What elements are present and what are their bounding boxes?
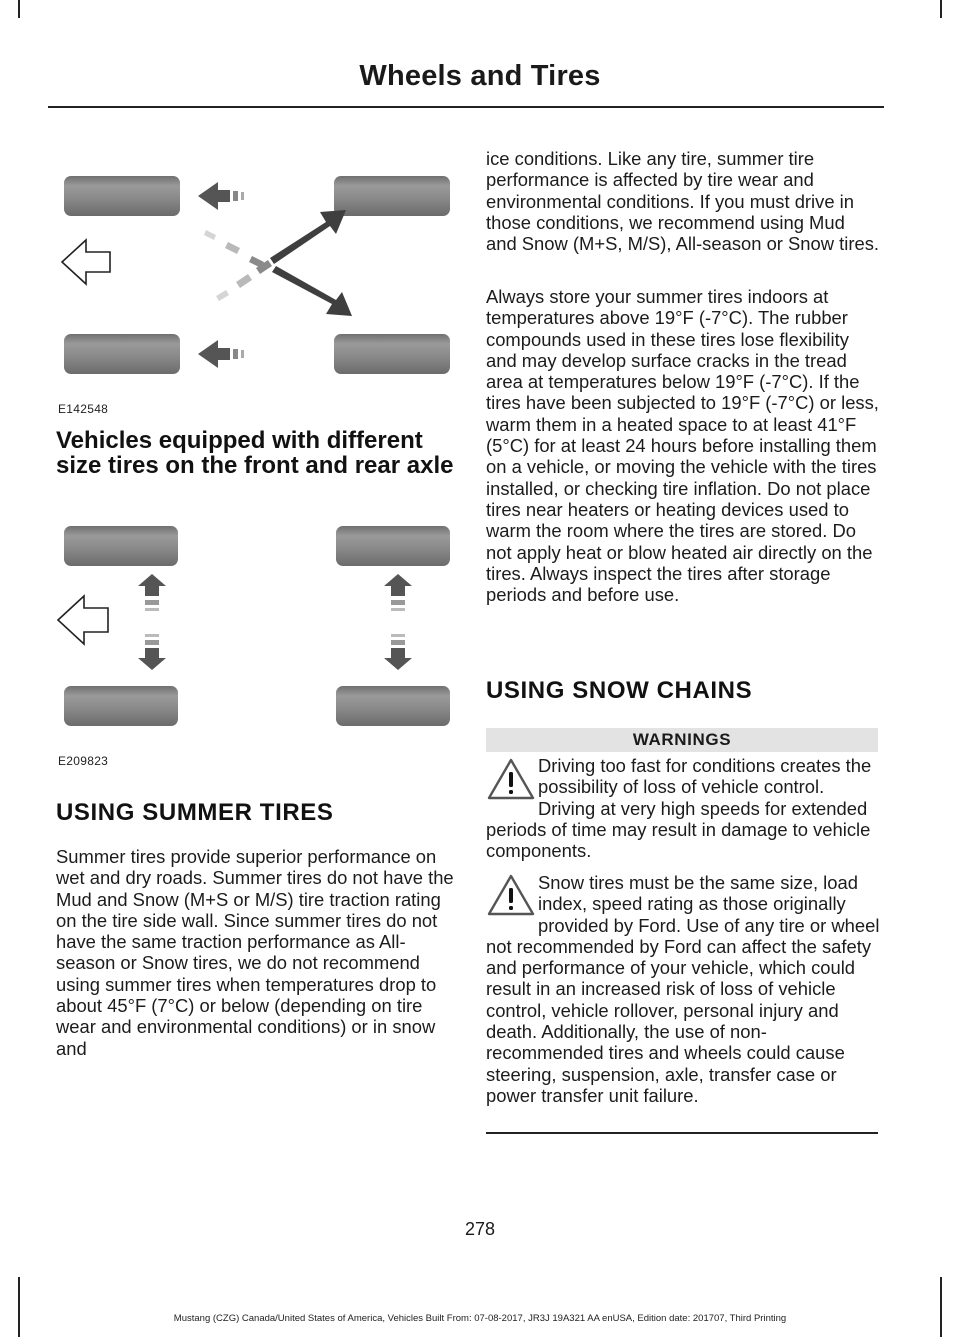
- tire-rear-right: [334, 334, 450, 374]
- forward-direction-arrow: [62, 240, 110, 284]
- summer-tires-storage-paragraph: Always store your summer tires indoors at temperatures above 19°F (-7°C). The rubber compounds used in these tires lose flexibility and may develop surface cracks in the tread area at temperatures below 19°F (-7°C). If the tires have been subjected to 19°F (-7°C) or less, warm them in a heated space to at least 41°F (5°C) for at least 24 hours before installing them on a vehicle, or moving the vehicle with the tires installed, or checking tire inflation. Do not place tires near heaters or heating devices used to warm the room where the tires are stored. Do not apply heat or blow heated air directly on the tires. Always inspect the tires after storage periods and before use.: [486, 286, 879, 606]
- tire-front-left: [64, 526, 178, 566]
- front-rear-illustration: [56, 516, 456, 770]
- summer-tires-paragraph: Summer tires provide superior performance on wet and dry roads. Summer tires do not have the Mud and Snow (M+S or M/S) tire traction rating on the tire side wall. Since summer tires do not have the same traction performance as All-season or Snow tires, we do not recommend using summer tires when temperatures drop to about 45°F (7°C) or below (depending on tire wear and environmental conditions) or in snow and: [56, 846, 454, 1059]
- tire-rotation-diagram: [56, 164, 456, 426]
- forward-direction-arrow: [58, 596, 108, 644]
- tire-rear-left: [64, 686, 178, 726]
- tire-front-left: [64, 176, 180, 216]
- figure-code: E142548: [58, 402, 109, 416]
- arrow-right-to-left-front: [198, 182, 244, 210]
- warning-triangle-icon: [486, 757, 536, 801]
- section-heading-summer-tires: USING SUMMER TIRES: [56, 799, 334, 826]
- figure-code: E209823: [58, 754, 109, 768]
- warning-text: Driving too fast for conditions creates the possibility of loss of vehicle control. Driving at very high speeds for extended periods of time may result in damage to vehicle components.: [486, 755, 872, 862]
- crop-mark-top-left: [0, 0, 20, 18]
- tire-front-right: [336, 526, 450, 566]
- header-divider: [48, 106, 884, 108]
- warnings-header: WARNINGS: [486, 728, 878, 752]
- front-rear-tire-diagram: [56, 516, 456, 770]
- warnings-end-divider: [486, 1132, 878, 1134]
- crop-mark-bottom-right: [940, 1277, 960, 1337]
- arrow-cross-down: [204, 230, 352, 316]
- tire-rear-left: [64, 334, 180, 374]
- arrow-right-front-rear-swap: [384, 574, 412, 670]
- page-title: Wheels and Tires: [359, 60, 601, 92]
- crop-mark-bottom-left: [0, 1277, 20, 1337]
- summer-tires-paragraph-continued: ice conditions. Like any tire, summer tire performance is affected by tire wear and environmental conditions. If you must drive in those conditions, we recommend using Mud and Snow (M+S, M/S), All-season or Snow tires.: [486, 148, 880, 255]
- tire-rear-right: [336, 686, 450, 726]
- page-footer: Mustang (CZG) Canada/United States of America, Vehicles Built From: 07-08-2017, JR3J 19A321 AA enUSA, Edition date: 201707, Third Printing: [173, 1313, 787, 1324]
- subheading-different-size-tires: Vehicles equipped with different size tires on the front and rear axle: [56, 427, 454, 479]
- page-number: 278: [464, 1219, 496, 1239]
- arrow-right-to-left-rear: [198, 340, 244, 368]
- crop-mark-top-right: [940, 0, 960, 18]
- warning-triangle-icon: [486, 873, 536, 917]
- warning-item: [486, 755, 880, 861]
- arrow-left-front-rear-swap: [138, 574, 166, 670]
- section-heading-snow-chains: USING SNOW CHAINS: [486, 677, 753, 704]
- tire-front-right: [334, 176, 450, 216]
- warning-text: Snow tires must be the same size, load index, speed rating as those originally provided by Ford. Use of any tire or wheel not recommended by Ford can affect the safety and performance of your vehicle, which could result in an increased risk of loss of vehicle control, vehicle rollover, personal injury and death. Additionally, the use of non-recommended tires and wheels could cause steering, suspension, axle, transfer case or power transfer unit failure.: [486, 872, 880, 1106]
- arrow-cross-up: [216, 210, 346, 301]
- tire-rotation-illustration: [56, 164, 456, 426]
- warning-item: [486, 872, 880, 1106]
